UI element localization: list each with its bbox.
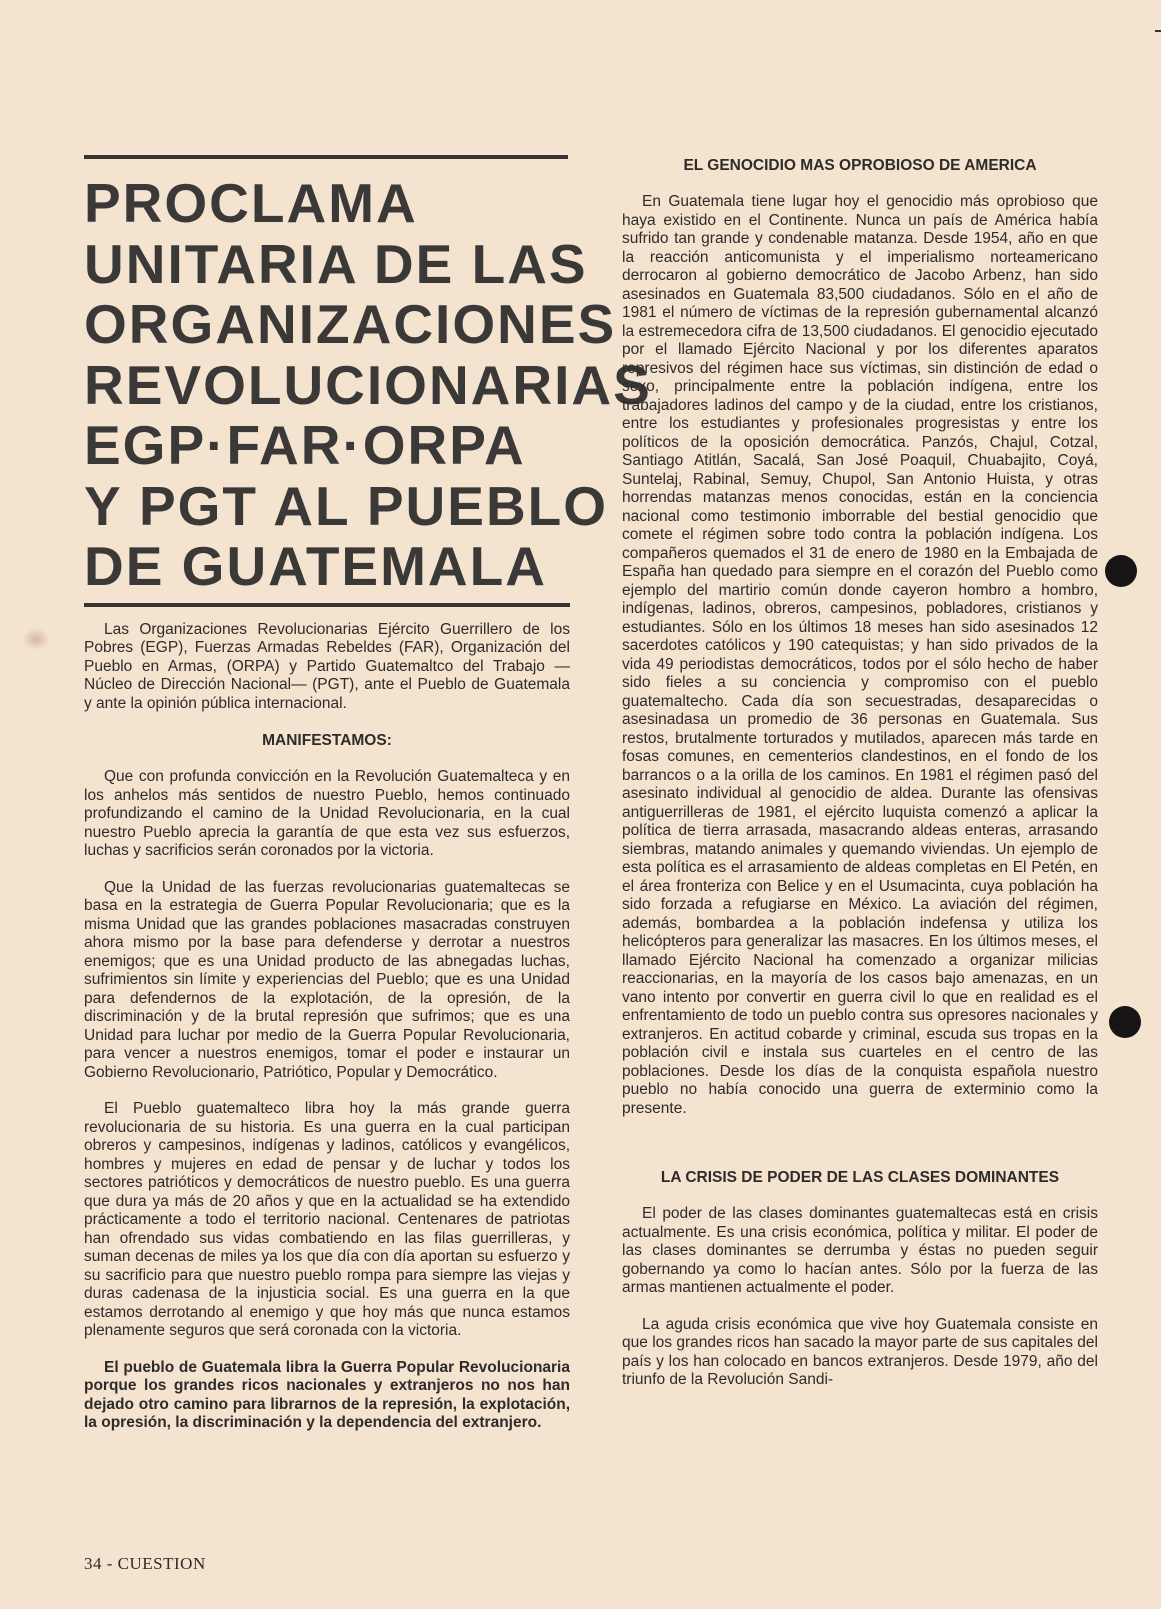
paragraph: Que con profunda convicción en la Revolución Guatemalteca y en los anhelos más sentidos de nuestro Pueblo, hemos continuado profundizando el camino de la Unidad Revolucionaria, en la cual nuestro Pueblo aprecia la garantía de que esta vez sus esfuerzos, luchas y sacrificios serán coronados por la victoria. bbox=[84, 768, 570, 859]
bottom-rule bbox=[84, 603, 570, 607]
headline-line: PROCLAMA bbox=[84, 172, 418, 234]
punch-hole bbox=[1105, 555, 1137, 587]
section-heading-crisis: LA CRISIS DE PODER DE LAS CLASES DOMINANTES bbox=[660, 1169, 1060, 1186]
bold-paragraph: El pueblo de Guatemala libra la Guerra Popular Revolucionaria porque los grandes ricos nacionales y extranjeros no nos han dejado otro camino para librarnos de la represión, la explotación, la opresión, la discriminación y la dependencia del extranjero. bbox=[84, 1358, 570, 1431]
headline-line: DE GUATEMALA bbox=[84, 535, 547, 597]
left-column bbox=[84, 155, 652, 1451]
punch-hole bbox=[1109, 1006, 1141, 1038]
headline-line: Y PGT AL PUEBLO bbox=[84, 474, 609, 537]
headline-line: ORGANIZACIONES bbox=[84, 293, 617, 355]
left-body bbox=[84, 621, 570, 1433]
paragraph: En Guatemala tiene lugar hoy el genocidio más oprobioso que haya existido en el Continente. Nunca un país de América había sufrido tan grande y condenable matanza. Desde 1954, año en que la reacción anticomunista y el imperialismo norteamericano derrocaron al gobierno democrático de Jacobo Arbenz, han sido asesinados en Guatemala 83,500 ciudadanos. Sólo en el año de 1981 el número de víctimas de la represión gubernamental alcanzó la estremecedora cifra de 13,500 ciudadanos. El genocidio ejecutado por el llamado Ejército Nacional y por los diferentes aparatos represivos del régimen hace sus víctimas, sin distinción de edad o sexo, principalmente entre la población indígena, entre los trabajadores ladinos del campo y de la ciudad, entre los cristianos, entre los estudiantes y profesionales progresistas y entre los políticos de la oposición democrática. Panzós, Chajul, Cotzal, Santiago Atitlán, Sacalá, San José Poaquil, Chuabajito, Coyá, Suntelaj, Rabinal, Semuy, Chupol, San Antonio Huista, y otras horrendas matanzas menos conocidas, están en la conciencia nacional como testimonio imborrable del bestial genocidio que comete el régimen sobre todo contra la población indígena. Los compañeros quemados el 31 de enero de 1980 en la Embajada de España han quedado para siempre en el corazón del Pueblo como ejemplo del martirio común donde cayeron hombro a hombro, indígenas, ladinos, obreros, campesinos, pobladores, cristianos y estudiantes. Sólo en los últimos 18 meses han sido asesinados 12 sacerdotes católicos y 190 catequistas; y han sido privados de la vida 49 periodistas democráticos, todos por el sólo hecho de haber sido fieles a su conciencia y compromiso con el pueblo guatemaltecho. Cada día son secuestradas, desaparecidas o asesinadasa un promedio de 36 personas en Guatemala. Sus restos, brutalmente torturados y mutilados, aparecen más tarde en fosas comunes, en cementerios clandestinos, en el fondo de los barrancos o a la orilla de los caminos. En 1981 el régimen pasó del asesinato individual al genocidio de aldea. Durante las ofensivas antiguerrilleras de 1981, el ejército luquista comenzó a aplicar la política de tierra arrasada, masacrando aldeas enteras, arrasando siembras, matando animales y quemando viviendas. Un ejemplo de esta política es el arrasamiento de aldeas completas en El Petén, en el área fronteriza con Belice y en el Usumacinta, cuya población ha sido forzada a refugiarse en México. La aviación del régimen, además, bombardea a la población indefensa y utiliza los helicópteros para generalizar las masacres. En los últimos meses, el llamado Ejército Nacional ha comenzado a organizar milicias reaccionarias, en la mayoría de los casos bajo amenazas, en un vano intento por convertir en guerra civil lo que en realidad es el enfrentamiento de todo un pueblo contra sus opresores nacionales y extranjeros. En actitud cobarde y criminal, escuda sus tropas en la población civil e instala sus cuarteles en el centro de las poblaciones. Desde los días de la conquista española nuestro pueblo no había conocido una guerra de exterminio como la presente. bbox=[622, 193, 1098, 1117]
top-rule bbox=[84, 155, 568, 159]
headline-line: EGP·FAR·ORPA bbox=[84, 414, 526, 476]
paragraph: El Pueblo guatemalteco libra hoy la más grande guerra revolucionaria de su historia. Es una guerra en la cual participan obreros y campesinos, indígenas y ladinos, católicos y evangélicos, hombres y mujeres en edad de pensar y de luchar y todos los sectores patrióticos y democráticos de nuestro pueblo. Es una guerra que dura ya más de 20 años y que en la actualidad se ha extendido prácticamente a todo el territorio nacional. Centenares de patriotas han ofrendado sus vidas combatiendo en las filas guerrilleras, y suman decenas de miles ya los que día con día aportan su esfuerzo y su sacrificio para que nuestro pueblo rompa para siempre las viejas y duras cadenasa de la injusticia social. Es una guerra en la que estamos derrotando al enemigo y que hoy más que nunca estamos plenamente seguros que será coronada con la victoria. bbox=[84, 1100, 570, 1339]
edge-mark bbox=[1155, 30, 1161, 32]
headline bbox=[84, 172, 652, 597]
paragraph: El poder de las clases dominantes guatemaltecas está en crisis actualmente. Es una crisis económica, política y militar. El poder de las clases dominantes se derrumba y éstas no pueden seguir gobernando ya como lo hacían antes. Sólo por la fuerza de las armas mantienen actualmente el poder. bbox=[622, 1205, 1098, 1296]
intro-paragraph: Las Organizaciones Revolucionarias Ejército Guerrillero de los Pobres (EGP), Fuerzas Armadas Rebeldes (FAR), Organización del Pueblo en Armas, (ORPA) y Partido Guatemaltco del Trabajo —Núcleo de Dirección Nacional— (PGT), ante el Pueblo de Guatemala y ante la opinión pública internacional. bbox=[84, 620, 570, 712]
paragraph: Que la Unidad de las fuerzas revolucionarias guatemaltecas se basa en la estrategia de Guerra Popular Revolucionaria; que es la misma Unidad que las grandes poblaciones masacradas construyen ahora mismo por la base para defenderse y derrotar a nuestros enemigos; que es una Unidad producto de las abnegadas luchas, sufrimientos sin límite y experiencias del Pueblo; que es una Unidad para defendernos de la explotación, de la opresión, de la discriminación y de la brutal represión que sufrimos; que es una Unidad para luchar por medio de la Guerra Popular Revolucionaria, para vencer a nuestros enemigos, tomar el poder e instaurar un Gobierno Revolucionario, Patriótico, Popular y Democrático. bbox=[84, 878, 570, 1081]
section-heading-genocidio: EL GENOCIDIO MAS OPROBIOSO DE AMERICA bbox=[683, 157, 1037, 174]
headline-line: REVOLUCIONARIAS bbox=[84, 353, 652, 416]
paragraph: La aguda crisis económica que vive hoy Guatemala consiste en que los grandes ricos han sacado la mayor parte de sus capitales del país y los han colocado en bancos extranjeros. Desde 1979, año del triunfo de la Revolución Sandi- bbox=[622, 1315, 1098, 1388]
right-column bbox=[622, 156, 1098, 1408]
page-folio: 34 - CUESTION bbox=[84, 1554, 206, 1573]
manifestamos-heading: MANIFESTAMOS: bbox=[262, 732, 392, 749]
headline-line: UNITARIA DE LAS bbox=[84, 232, 588, 295]
paper-stain bbox=[22, 628, 50, 650]
